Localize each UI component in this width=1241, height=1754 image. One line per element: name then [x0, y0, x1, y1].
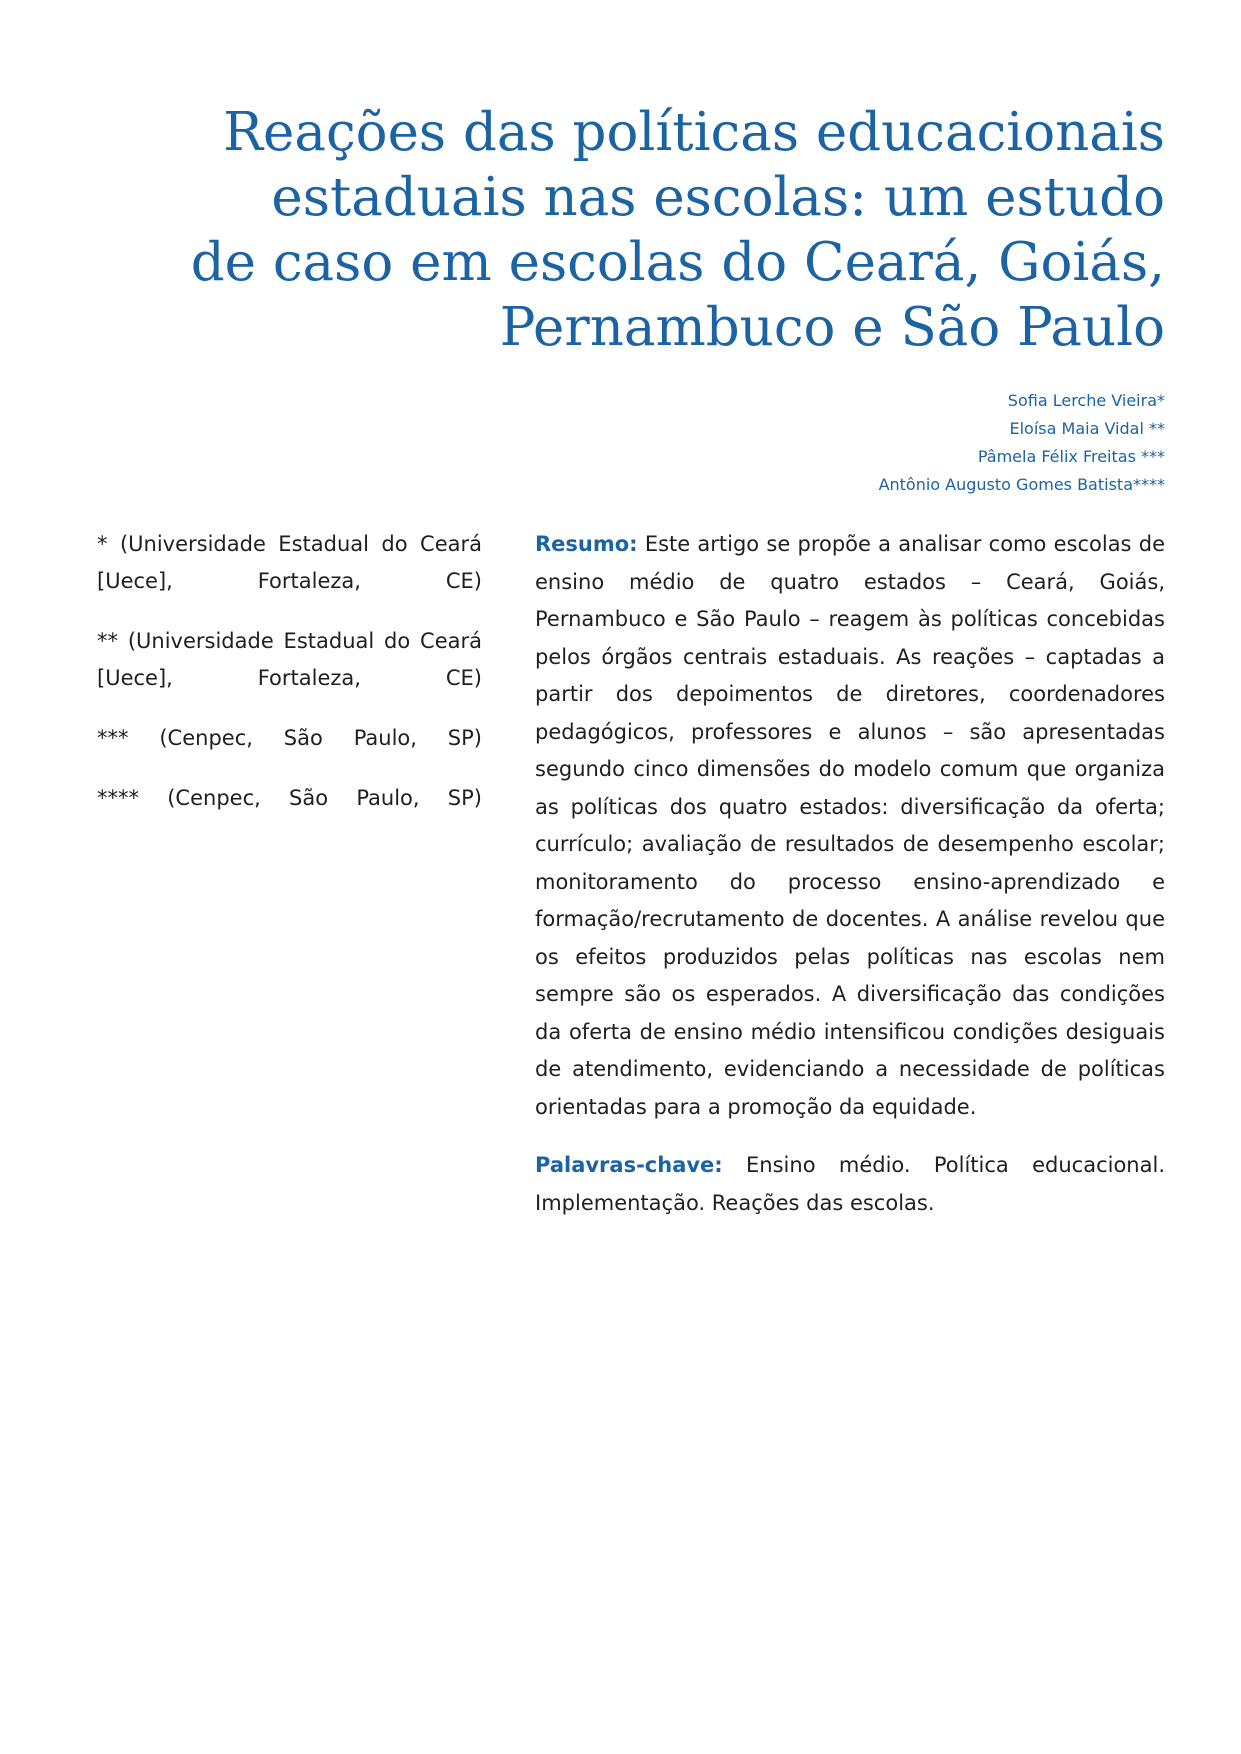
keywords-text: Ensino médio. Política educacional. Implementação. Reações das escolas.	[535, 1153, 1165, 1215]
keywords-paragraph	[535, 1147, 1165, 1222]
abstract-paragraph	[535, 526, 1165, 1126]
author-name: Sofia Lerche Vieira*	[1007, 391, 1165, 410]
title-line: Reações das políticas educacionais	[223, 102, 1165, 163]
affiliation: **** (Cenpec, São Paulo, SP)	[97, 786, 482, 810]
keywords-label: Palavras-chave:	[535, 1153, 723, 1177]
author-name: Eloísa Maia Vidal **	[1009, 419, 1165, 438]
author-list	[879, 387, 1165, 499]
affiliation: ** (Universidade Estadual do Ceará [Uece], Fortaleza, CE)	[97, 629, 482, 690]
affiliation: * (Universidade Estadual do Ceará [Uece], Fortaleza, CE)	[97, 532, 482, 593]
article-title	[190, 100, 1165, 360]
author-name: Antônio Augusto Gomes Batista****	[878, 475, 1165, 494]
abstract-section	[535, 526, 1165, 1222]
title-line: de caso em escolas do Ceará, Goiás,	[190, 232, 1165, 293]
affiliation-list	[97, 526, 482, 840]
title-line: Pernambuco e São Paulo	[499, 297, 1165, 358]
affiliation: *** (Cenpec, São Paulo, SP)	[97, 726, 482, 750]
author-name: Pâmela Félix Freitas ***	[977, 447, 1165, 466]
abstract-label: Resumo:	[535, 532, 638, 556]
title-line: estaduais nas escolas: um estudo	[271, 167, 1165, 228]
abstract-text: Este artigo se propõe a analisar como escolas de ensino médio de quatro estados – Ceará, Goiás, Pernambuco e São Paulo – reagem às políticas concebidas pelos órgãos centrais estaduais. As reações – captadas a partir dos depoimentos de diretores, coordenadores pedagógicos, professores e alunos – são apresentadas segundo cinco dimensões do modelo comum que organiza as políticas dos quatro estados: diversificação da oferta; currículo; avaliação de resultados de desempenho escolar; monitoramento do processo ensino-aprendizado e formação/recrutamento de docentes. A análise revelou que os efeitos produzidos pelas políticas nas escolas nem sempre são os esperados. A diversificação das condições da oferta de ensino médio intensificou condições desiguais de atendimento, evidenciando a necessidade de políticas orientadas para a promoção da equidade.	[535, 532, 1165, 1119]
